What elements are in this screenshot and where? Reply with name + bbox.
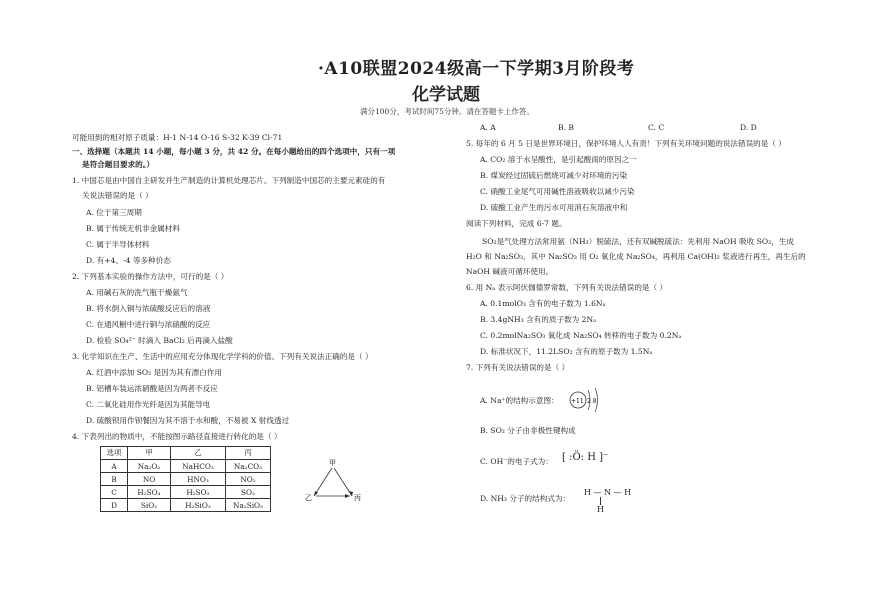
q5-option-c: C. 硝酸工业尾气可用碱性溶液吸收以减少污染 (480, 187, 635, 196)
reading-paragraph: NaOH 碱液可循环使用。 (466, 267, 554, 276)
exam-note: 满分100分，考试时间75分钟。请在答题卡上作答。 (360, 107, 534, 116)
q4-answer-b: B. B (558, 123, 574, 132)
q1-stem: 1. 中国芯是由中国自主研发并生产制造的计算机处理芯片。下列制造中国芯的主要元素硅的有 (72, 176, 386, 185)
q6-option-c: C. 0.2molNa₂SO₃ 氧化成 Na₂SO₄ 转移的电子数为 0.2Nₐ (480, 331, 682, 340)
q3-option-a: A. 红酒中添加 SO₂ 是因为其有漂白作用 (86, 368, 222, 377)
q5-option-b: B. 煤炭经过固硫后燃烧可减少对环境的污染 (480, 171, 628, 180)
reading-intro: 阅读下列材料，完成 6-7 题。 (466, 219, 567, 228)
table-cell: B (101, 473, 128, 486)
table-row (101, 460, 271, 473)
table-header-cell: 选项 (101, 447, 128, 460)
exam-subtitle: 化学试题 (412, 85, 480, 105)
table-row (101, 486, 271, 499)
q7-option-b: B. SO₂ 分子由非极性键构成 (480, 426, 576, 435)
conversion-triangle-diagram (304, 456, 364, 506)
q3-option-d: D. 硫酸钡用作钡餐因为其不溶于水和酸，不易被 X 射线透过 (86, 416, 290, 425)
table-cell: C (101, 486, 128, 499)
table-cell: NO (128, 473, 171, 486)
table-cell: NaHCO₃ (171, 460, 226, 473)
arrowhead (349, 491, 353, 496)
table-cell: H₂SO₄ (128, 486, 171, 499)
q7-stem: 7. 下列有关说法错误的是（ ） (466, 363, 570, 372)
arrowhead (345, 494, 350, 498)
table-cell: SiO₂ (128, 499, 171, 512)
q3-option-c: C. 二氧化硅用作光纤是因为其能导电 (86, 400, 211, 409)
q3-stem: 3. 化学知识在生产、生活中的应用充分体现化学学科的价值。下列有关说法正确的是（ ） (72, 352, 373, 361)
reading-paragraph: H₂O 和 Na₂SO₃，其中 Na₂SO₃ 用 O₂ 氧化成 Na₂SO₄，再利用 Ca(OH)₂ 浆液进行再生，再生后的 (466, 252, 806, 261)
q6-option-d: D. 标准状况下，11.2LSO₂ 含有的原子数为 1.5Nₐ (480, 347, 653, 356)
hydroxide-electron-formula: [ :Ö: H ]⁻ (562, 452, 609, 463)
electron-counts: 2 8 (587, 398, 597, 405)
q4-answer-d: D. D (740, 123, 757, 132)
diagram-label: 乙 (305, 494, 312, 502)
q4-answer-c: C. C (648, 123, 665, 132)
q2-option-b: B. 将水倒入铜与浓硫酸反应后的溶液 (86, 304, 211, 313)
table-cell: Na₂CO₃ (226, 460, 271, 473)
q5-option-a: A. CO₂ 溶于水呈酸性，是引起酸雨的原因之一 (480, 155, 637, 164)
q7-option-d: D. NH₃ 分子的结构式为： (480, 494, 571, 503)
table-row (101, 499, 271, 512)
arrow-line (334, 468, 352, 496)
q2-option-d: D. 检验 SO₄²⁻ 时滴入 BaCl₂ 后再滴入盐酸 (86, 336, 233, 345)
q7-option-c: C. OH⁻的电子式为： (480, 457, 553, 466)
table-cell: Na₂SiO₃ (226, 499, 271, 512)
diagram-label: 丙 (354, 494, 361, 502)
ammonia-bottom-h: H (597, 505, 604, 514)
table-cell: NO₂ (226, 473, 271, 486)
section1-heading: 一、选择题（本题共 14 小题，每小题 3 分，共 42 分。在每小题给出的四个选项中，只有一项 (72, 147, 396, 156)
diagram-label: 甲 (329, 459, 336, 467)
q2-option-c: C. 在通风橱中进行铜与浓硝酸的反应 (86, 320, 211, 329)
ammonia-structural-formula: H — N — H (584, 488, 632, 497)
atomic-masses: 可能用到的相对原子质量：H-1 N-14 O-16 S-32 K-39 Cl-71 (72, 133, 283, 142)
q1-option-d: D. 有+4、-4 等多种价态 (86, 256, 171, 265)
exam-title: ·A10联盟2024级高一下学期3月阶段考 (318, 59, 635, 79)
nucleus-charge: +11 (571, 398, 584, 405)
q2-option-a: A. 用碱石灰的洗气瓶干燥氨气 (86, 288, 188, 297)
table-cell: H₂SO₃ (171, 486, 226, 499)
sodium-ion-structure-diagram (568, 384, 608, 416)
table-header-cell: 丙 (226, 447, 271, 460)
q1-option-a: A. 位于第三周期 (86, 208, 142, 217)
table-header-cell: 甲 (128, 447, 171, 460)
q5-stem: 5. 每年的 6 月 5 日是世界环境日，保护环境人人有责！下列有关环境问题的说法错误的是（ ） (466, 139, 786, 148)
arrowhead (314, 491, 318, 496)
q3-option-b: B. 铝槽车装运浓硝酸是因为两者不反应 (86, 384, 218, 393)
q1-option-b: B. 属于传统无机非金属材料 (86, 224, 180, 233)
q5-option-d: D. 硫酸工业产生的污水可用消石灰溶液中和 (480, 203, 628, 212)
table-header-row (101, 447, 271, 460)
arrow-line (314, 468, 332, 496)
section1-heading-cont: 是符合题目要求的。） (82, 160, 155, 169)
q6-option-b: B. 3.4gNH₃ 含有的质子数为 2Nₐ (480, 315, 597, 324)
bond-line (600, 497, 601, 505)
q2-stem: 2. 下列基本实验的操作方法中，可行的是（ ） (72, 272, 229, 281)
q7-option-a: A. Na⁺的结构示意图： (480, 396, 559, 405)
q6-option-a: A. 0.1molO₃ 含有的电子数为 1.6Nₐ (480, 299, 606, 308)
q4-table (100, 446, 271, 512)
table-row (101, 473, 271, 486)
table-cell: H₂SiO₃ (171, 499, 226, 512)
q4-stem: 4. 下表列出的物质中，不能按图示路径直接进行转化的是（ ） (72, 432, 282, 441)
table-cell: HNO₃ (171, 473, 226, 486)
q1-stem-cont: 关说法错误的是（ ） (82, 191, 153, 200)
q1-option-c: C. 属于半导体材料 (86, 240, 150, 249)
reading-paragraph: SO₂是气处理方法常用氨（NH₃）脱硫法，还有双碱脱硫法：先利用 NaOH 吸收 SO₂，生成 (482, 237, 794, 246)
table-cell: Na₂O₂ (128, 460, 171, 473)
q6-stem: 6. 用 Nₐ 表示阿伏伽德罗常数，下列有关说法错误的是（ ） (466, 283, 668, 292)
q4-answer-a: A. A (480, 123, 496, 132)
table-cell: A (101, 460, 128, 473)
table-cell: SO₂ (226, 486, 271, 499)
table-cell: D (101, 499, 128, 512)
table-header-cell: 乙 (171, 447, 226, 460)
